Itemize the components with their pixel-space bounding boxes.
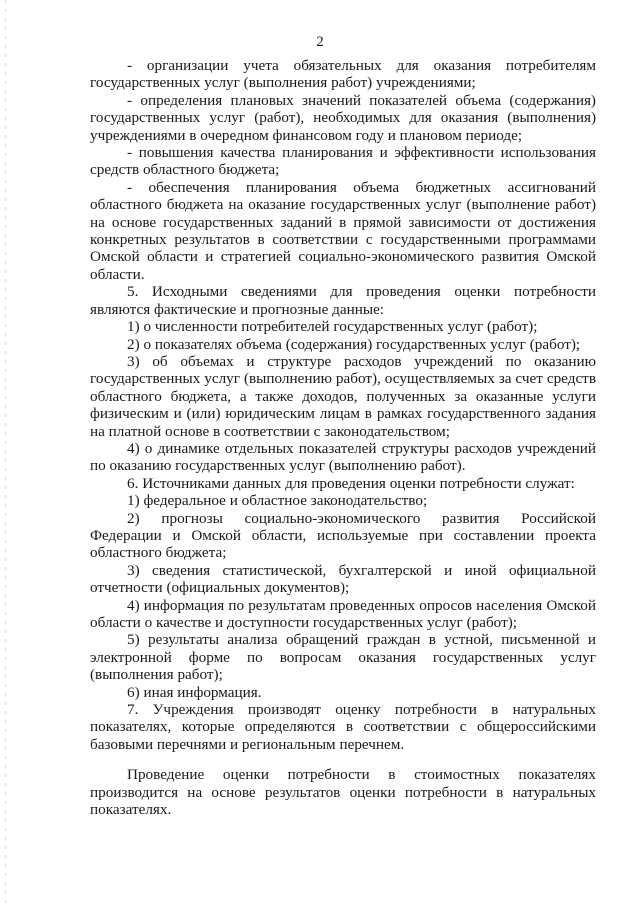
paragraph: 4) информация по результатам проведенных опросов населения Омской области о качестве и доступности государственных услуг (работ);	[90, 596, 596, 631]
paragraph: 4) о динамике отдельных показателей структуры расходов учреждений по оказанию государственных услуг (выполнению работ).	[90, 439, 596, 475]
paragraph: - повышения качества планирования и эффективности использования средств областного бюджета;	[90, 144, 596, 179]
paragraph: 6) иная информация.	[127, 683, 262, 701]
paragraph: 1) о численности потребителей государственных услуг (работ);	[127, 318, 538, 336]
paragraph: 7. Учреждения производят оценку потребности в натуральных показателях, которые определяются в соответствии с общероссийскими базовыми перечнями и региональным перечнем.	[90, 701, 596, 753]
paragraph: - обеспечения планирования объема бюджетных ассигнований областного бюджета на оказание государственных услуг (выполнение работ) на основе государственных заданий в прямой зависимости от достижения конкретных результатов в соответствии с государственными программами Омской области и стратегией социально-экономического развития Омской области.	[90, 178, 596, 283]
document-body	[90, 57, 596, 818]
paragraph: 5) результаты анализа обращений граждан в устной, письменной и электронной форме по вопросам оказания государственных услуг (выполнения работ);	[90, 631, 596, 684]
page-number: 2	[316, 34, 324, 50]
paragraph: 3) сведения статистической, бухгалтерской и иной официальной отчетности (официальных документов);	[90, 561, 596, 597]
paragraph: - определения плановых значений показателей объема (содержания) государственных услуг (работ), необходимых для оказания (выполнения) учреждениями в очередном финансовом году и плановом периоде;	[90, 91, 596, 144]
paragraph: 5. Исходными сведениями для проведения оценки потребности являются фактические и прогнозные данные:	[90, 283, 596, 318]
paragraph: 6. Источниками данных для проведения оценки потребности служат:	[127, 474, 575, 492]
paragraph: 2) о показателях объема (содержания) государственных услуг (работ);	[127, 335, 581, 353]
paragraph: 3) об объемах и структуре расходов учреждений по оказанию государственных услуг (выполнению работ), осуществляемых за счет средств областного бюджета, а также доходов, полученных за оказанные услуги физическим и (или) юридическим лицам в рамках государственного задания на платной основе в соответствии с законодательством;	[90, 352, 596, 440]
scan-edge-dots	[5, 0, 6, 905]
paragraph: Проведение оценки потребности в стоимостных показателях производится на основе результатов оценки потребности в натуральных показателях.	[90, 766, 596, 819]
paragraph: - организации учета обязательных для оказания потребителям государственных услуг (выполнения работ) учреждениями;	[90, 57, 596, 92]
paragraph: 2) прогнозы социально-экономического развития Российской Федерации и Омской области, используемые при составлении проекта областного бюджета;	[90, 509, 596, 562]
paragraph: 1) федеральное и областное законодательство;	[127, 492, 428, 510]
